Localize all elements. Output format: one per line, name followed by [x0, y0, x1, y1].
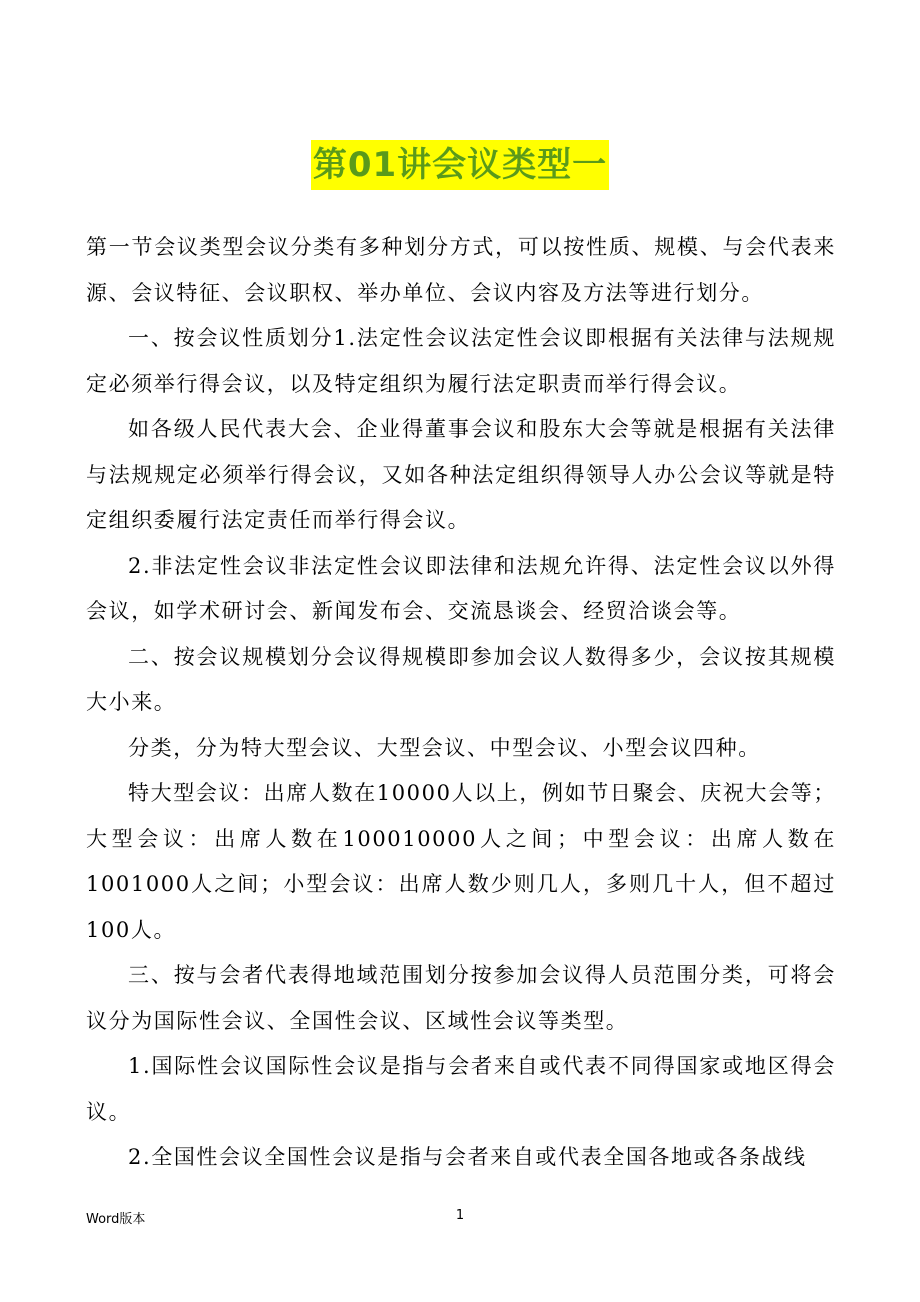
footer-page-number: 1 — [455, 1208, 465, 1223]
paragraph-8: 三、按与会者代表得地域范围划分按参加会议得人员范围分类，可将会议分为国际性会议、全国性会议、区域性会议等类型。 — [86, 963, 836, 1033]
paragraph-4: 2.非法定性会议非法定性会议即法律和法规允许得、法定性会议以外得会议，如学术研讨会、新闻发布会、交流恳谈会、经贸洽谈会等。 — [86, 553, 836, 623]
paragraph-10: 2.全国性会议全国性会议是指与会者来自或代表全国各地或各条战线 — [128, 1145, 807, 1169]
paragraph-1: 第一节会议类型会议分类有多种划分方式，可以按性质、规模、与会代表来源、会议特征、会议职权、举办单位、会议内容及方法等进行划分。 — [86, 235, 836, 305]
paragraph-5: 二、按会议规模划分会议得规模即参加会议人数得多少，会议按其规模大小来。 — [86, 644, 836, 714]
footer-version-label: Word版本 — [86, 1212, 146, 1227]
document-title: 第01讲会议类型一 — [311, 140, 609, 190]
paragraph-6: 分类，分为特大型会议、大型会议、中型会议、小型会议四种。 — [128, 735, 761, 760]
title-container — [0, 140, 920, 190]
paragraph-2: 一、按会议性质划分1.法定性会议法定性会议即根据有关法律与法规规定必须举行得会议，以及特定组织为履行法定职责而举行得会议。 — [86, 326, 836, 396]
paragraph-9: 1.国际性会议国际性会议是指与会者来自或代表不同得国家或地区得会议。 — [86, 1054, 836, 1124]
paragraph-7: 特大型会议：出席人数在10000人以上，例如节日聚会、庆祝大会等；大型会议：出席人数在100010000人之间；中型会议：出席人数在1001000人之间；小型会议：出席人数少则几人，多则几十人，但不超过100人。 — [86, 781, 836, 942]
document-body — [86, 225, 836, 1181]
paragraph-3: 如各级人民代表大会、企业得董事会议和股东大会等就是根据有关法律与法规规定必须举行得会议，又如各种法定组织得领导人办公会议等就是特定组织委履行法定责任而举行得会议。 — [86, 417, 836, 532]
